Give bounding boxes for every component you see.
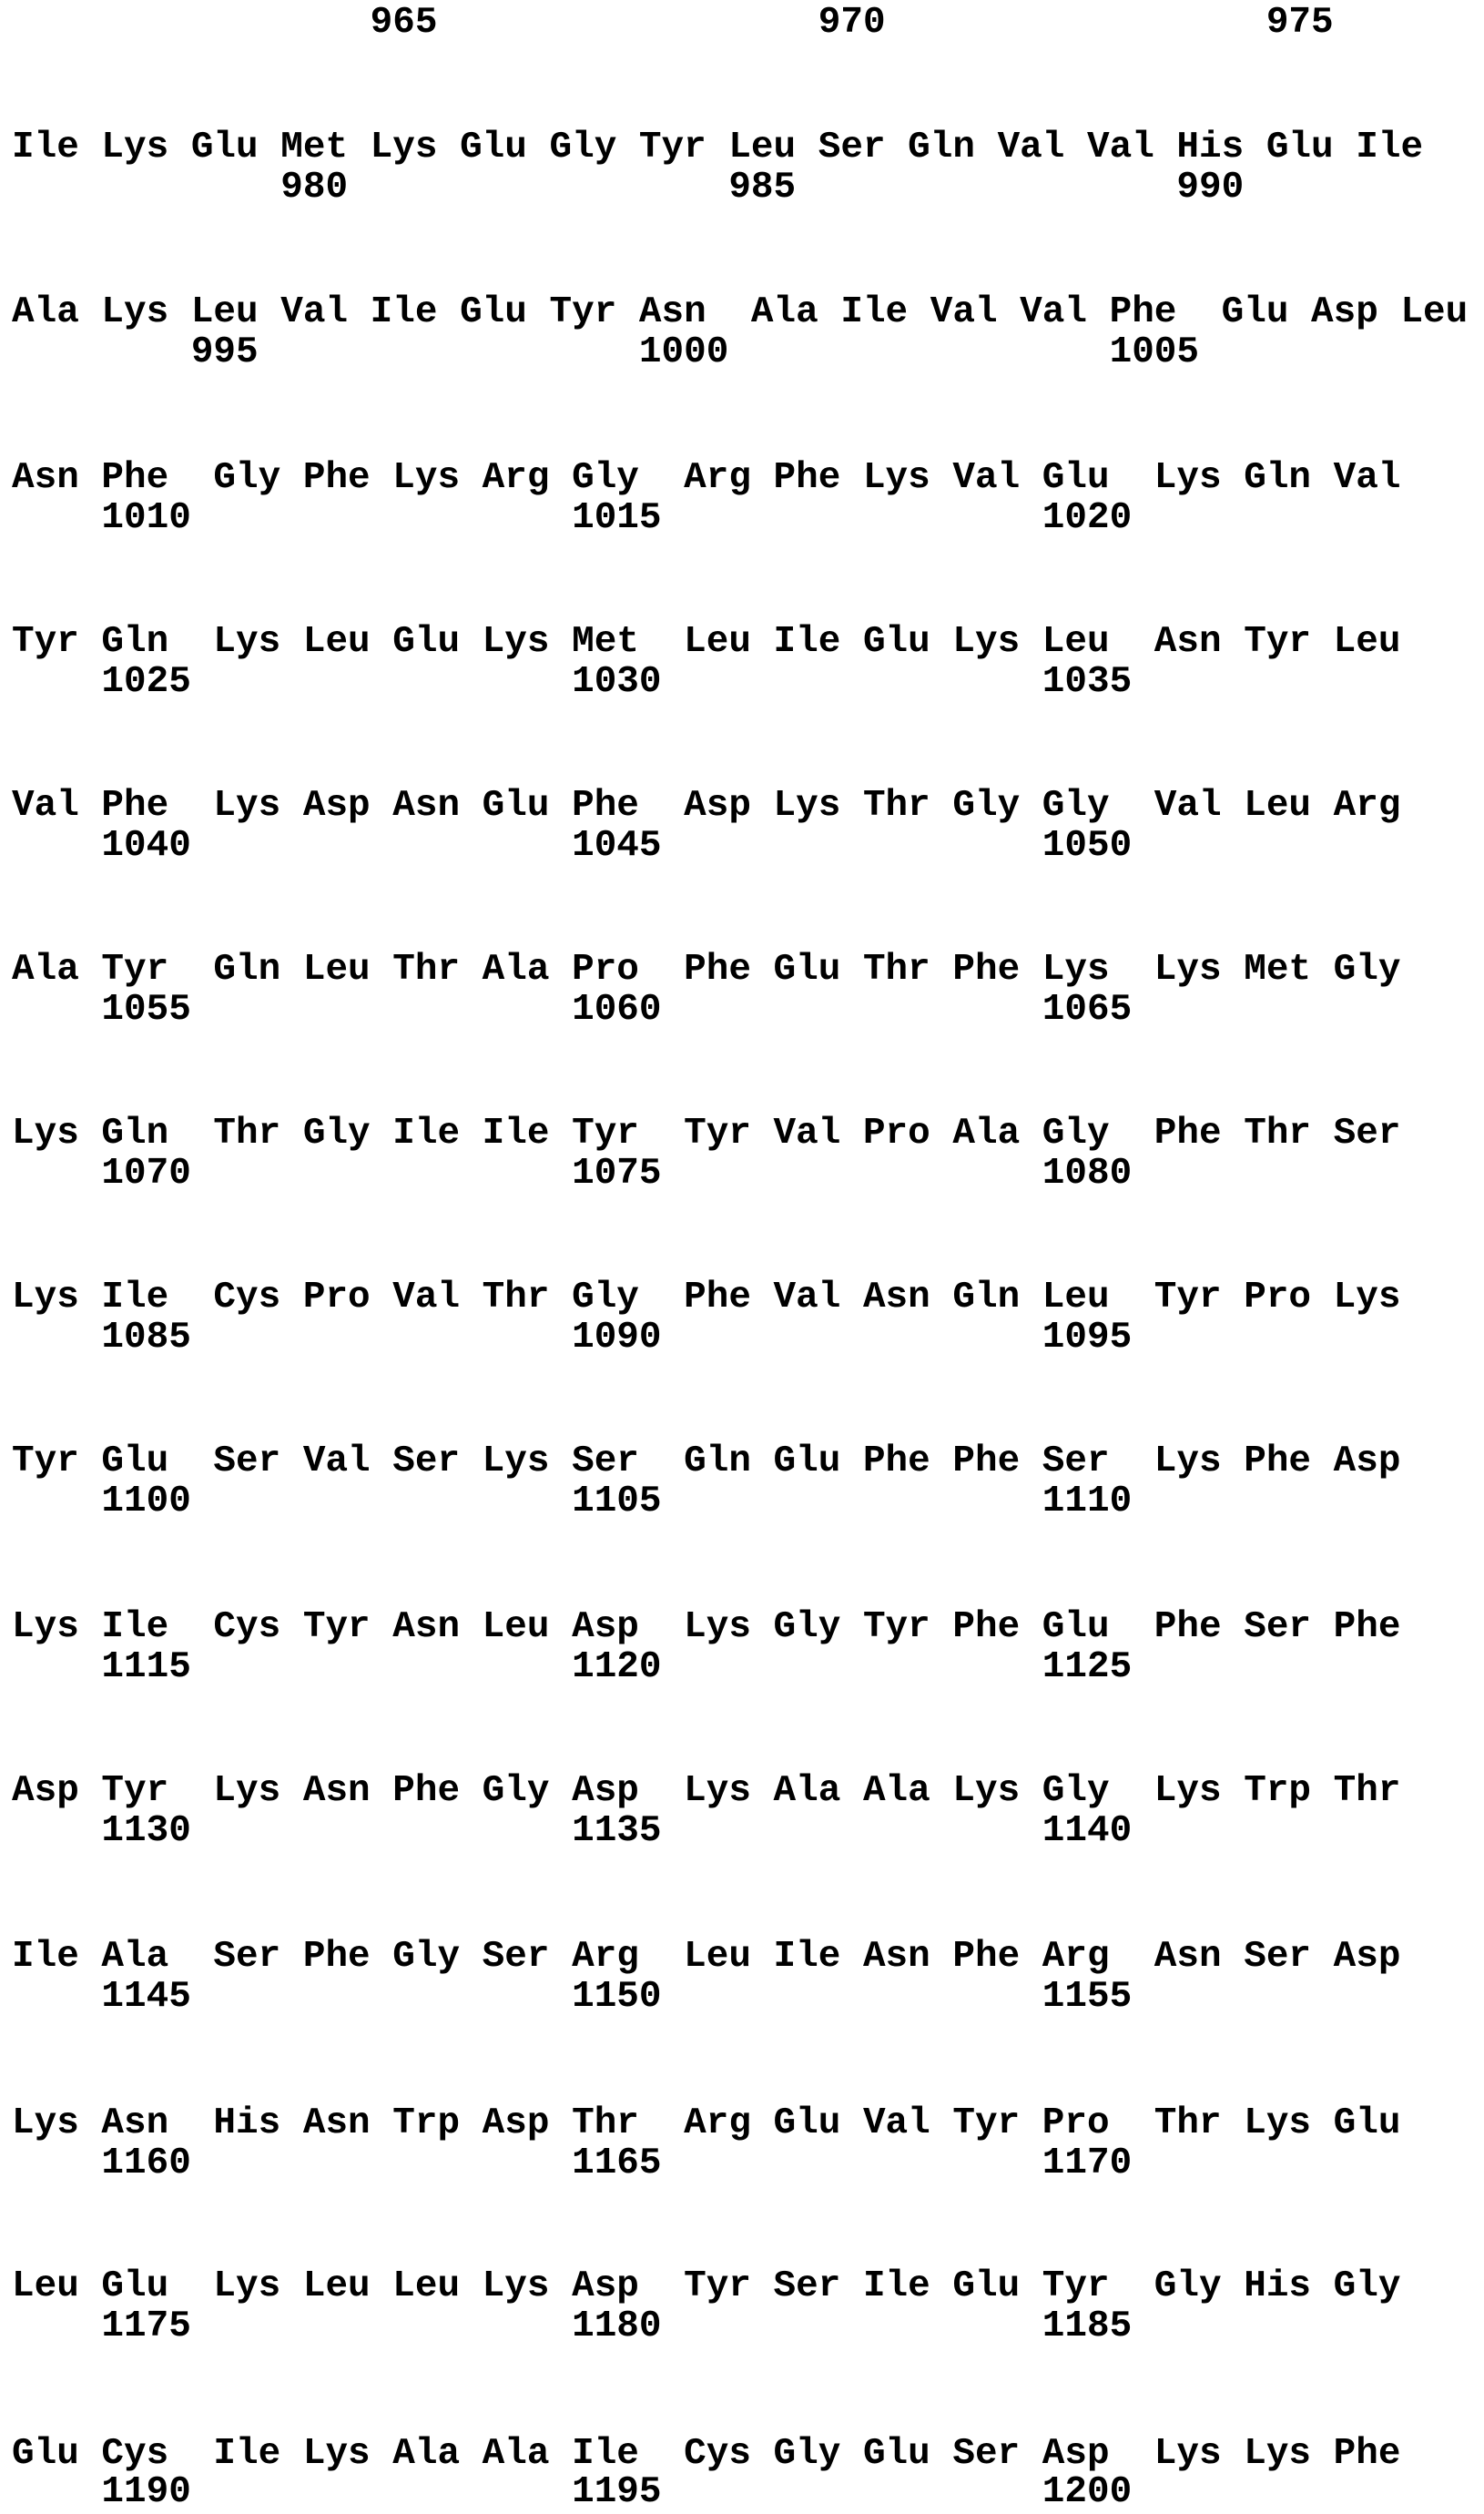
residue-line: Asn Phe Gly Phe Lys Arg Gly Arg Phe Lys Val Glu Lys Gln Val [12,457,1401,499]
residue-line: Ile Ala Ser Phe Gly Ser Arg Leu Ile Asn Phe Arg Asn Ser Asp [12,1936,1401,1978]
residue-line: Tyr Glu Ser Val Ser Lys Ser Gln Glu Phe Phe Ser Lys Phe Asp [12,1440,1401,1482]
residue-line: Glu Cys Ile Lys Ala Ala Ile Cys Gly Glu Ser Asp Lys Lys Phe [12,2433,1401,2475]
position-number-line: 965 970 975 [12,2,1334,44]
residue-line: Tyr Gln Lys Leu Glu Lys Met Leu Ile Glu Lys Leu Asn Tyr Leu [12,621,1401,663]
position-number-line: 1085 1090 1095 [12,1317,1133,1359]
position-number-line: 1040 1045 1050 [12,825,1133,867]
residue-line: Lys Gln Thr Gly Ile Ile Tyr Tyr Val Pro Ala Gly Phe Thr Ser [12,1113,1401,1155]
position-number-line: 1145 1150 1155 [12,1976,1133,2018]
position-number-line: 1100 1105 1110 [12,1481,1133,1522]
position-number-line: 1175 1180 1185 [12,2305,1133,2347]
position-number-line: 1025 1030 1035 [12,661,1133,703]
residue-line: Lys Ile Cys Tyr Asn Leu Asp Lys Gly Tyr Phe Glu Phe Ser Phe [12,1606,1401,1648]
position-number-line: 995 1000 1005 [12,331,1200,373]
position-number-line: 1115 1120 1125 [12,1646,1133,1688]
residue-line: Asp Tyr Lys Asn Phe Gly Asp Lys Ala Ala Lys Gly Lys Trp Thr [12,1770,1401,1812]
position-number-line: 1160 1165 1170 [12,2142,1133,2184]
residue-line: Leu Glu Lys Leu Leu Lys Asp Tyr Ser Ile Glu Tyr Gly His Gly [12,2265,1401,2307]
residue-line: Val Phe Lys Asp Asn Glu Phe Asp Lys Thr Gly Gly Val Leu Arg [12,785,1401,827]
residue-line: Ile Lys Glu Met Lys Glu Gly Tyr Leu Ser Gln Val Val His Glu Ile [12,127,1424,168]
position-number-line: 1010 1015 1020 [12,497,1133,539]
residue-line: Lys Asn His Asn Trp Asp Thr Arg Glu Val Tyr Pro Thr Lys Glu [12,2102,1401,2144]
position-number-line: 1070 1075 1080 [12,1153,1133,1195]
position-number-line: 1055 1060 1065 [12,989,1133,1031]
position-number-line: 980 985 990 [12,167,1245,209]
residue-line: Ala Lys Leu Val Ile Glu Tyr Asn Ala Ile Val Val Phe Glu Asp Leu [12,291,1469,333]
residue-line: Ala Tyr Gln Leu Thr Ala Pro Phe Glu Thr Phe Lys Lys Met Gly [12,949,1401,991]
residue-line: Lys Ile Cys Pro Val Thr Gly Phe Val Asn Gln Leu Tyr Pro Lys [12,1277,1401,1318]
position-number-line: 1190 1195 1200 [12,2471,1133,2513]
position-number-line: 1130 1135 1140 [12,1810,1133,1852]
